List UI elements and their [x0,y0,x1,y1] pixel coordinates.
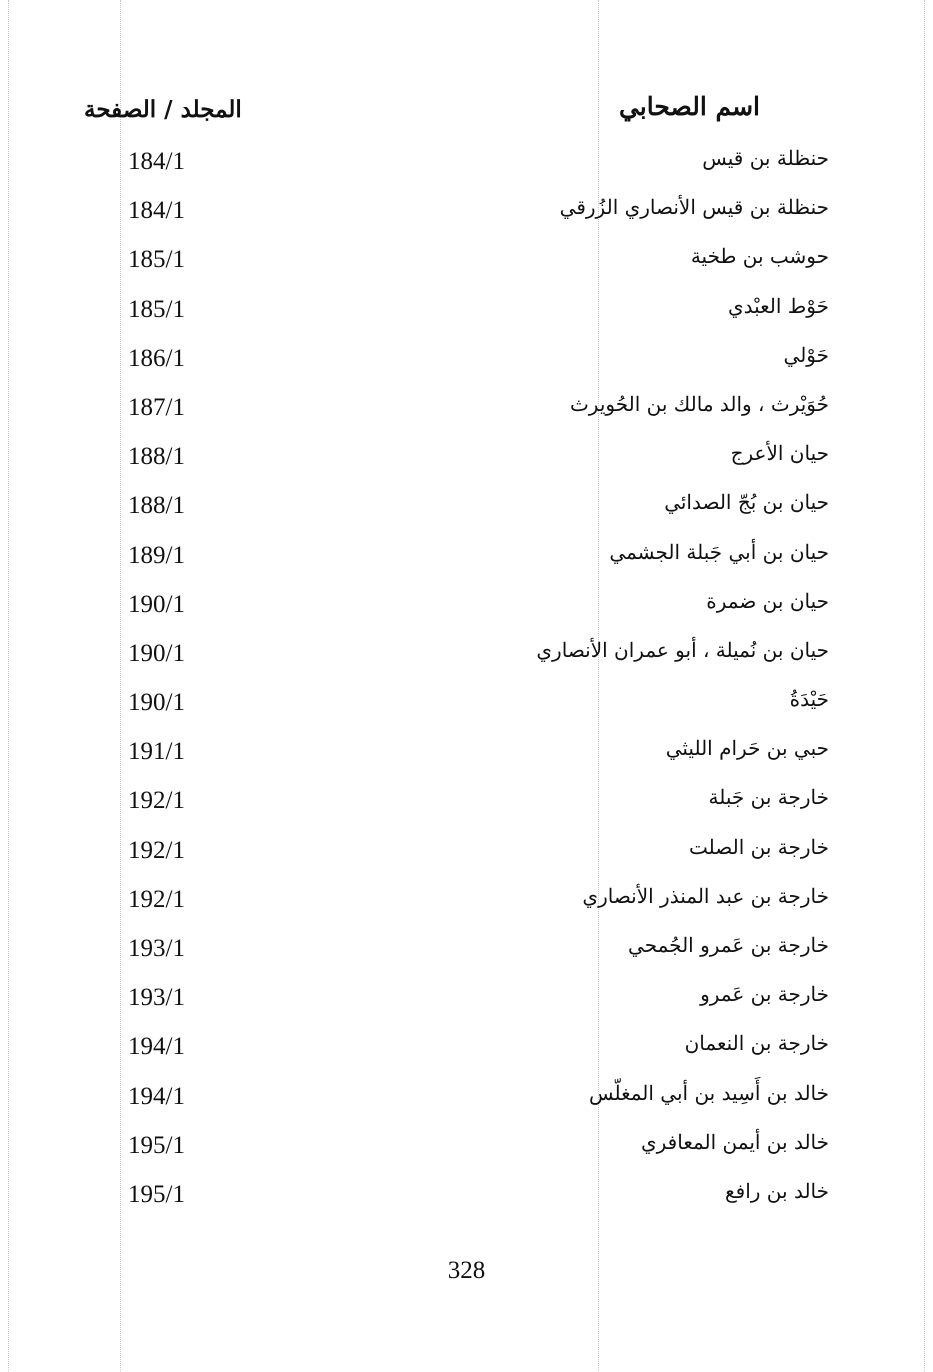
index-entry-row [0,437,933,486]
volume-page-reference: 187/1 [128,393,185,421]
index-entry-row [0,585,933,634]
volume-page-reference: 190/1 [128,689,185,717]
index-entry-row [0,929,933,978]
companion-name: حنظلة بن قيس الأنصاري الزُرقي [559,195,829,220]
index-entry-row [0,1027,933,1076]
index-entry-row [0,781,933,830]
index-entry-row [0,1175,933,1224]
page-number: 328 [447,1257,486,1284]
volume-page-reference: 184/1 [128,148,185,175]
companion-name: خالد بن أيمن المعافري [640,1129,829,1154]
companion-name: حُوَيْرث ، والد مالك بن الحُويرث [569,391,829,416]
companion-name: حَوْط العبْدي [727,293,829,318]
volume-page-reference: 192/1 [128,885,185,913]
volume-page-reference: 192/1 [128,836,185,864]
index-entry-row [0,1126,933,1175]
volume-page-reference: 184/1 [128,197,185,225]
companion-name: حنظلة بن قيس [702,146,829,170]
volume-page-reference: 194/1 [128,1082,185,1110]
volume-page-reference: 193/1 [128,984,185,1012]
companion-name: حيان بن ضمرة [706,588,829,613]
index-entry-row [0,634,933,683]
companion-name: خارجة بن النعمان [684,1031,829,1056]
companion-name: خارجة بن جَبلة [708,785,829,810]
volume-page-reference: 192/1 [128,787,185,815]
index-entry-row [0,339,933,388]
companion-name: حيان بن نُميلة ، أبو عمران الأنصاري [536,637,829,662]
companion-name: خارجة بن عَمرو [700,982,829,1007]
index-entry-row [0,191,933,240]
companion-name: حوشب بن طخية [690,244,829,269]
index-entry-row [0,831,933,880]
index-entry-row [0,880,933,929]
companion-name: حبي بن حَرام الليثي [665,736,829,761]
volume-page-column-header: المجلد / الصفحة [84,96,242,123]
companion-name: خالد بن رافع [725,1178,829,1203]
volume-page-reference: 189/1 [128,541,185,569]
volume-page-reference: 188/1 [128,443,185,471]
index-entry-row [0,486,933,535]
companion-name: خالد بن أَسِيد بن أبي المغلّس [588,1080,829,1105]
index-entry-row [0,142,933,191]
volume-page-reference: 185/1 [128,295,185,323]
index-entry-row [0,978,933,1027]
volume-page-reference: 185/1 [128,246,185,274]
volume-page-reference: 188/1 [128,492,185,520]
companion-name: خارجة بن عبد المنذر الأنصاري [582,883,829,908]
companion-name: خارجة بن عَمرو الجُمحي [628,933,829,957]
volume-page-reference: 186/1 [128,344,185,372]
index-entry-row [0,732,933,781]
table-header [60,92,840,136]
companion-name: حَوْلي [783,342,829,367]
volume-page-reference: 194/1 [128,1033,185,1061]
index-entry-row [0,1077,933,1126]
companion-name: حَيْدَةُ [789,687,829,712]
index-entry-row [0,240,933,289]
companion-name: حيان بن بُجّ الصدائي [664,490,829,515]
volume-page-reference: 195/1 [128,1131,185,1159]
companion-name: حيان الأعرج [730,441,829,466]
index-entry-row [0,388,933,437]
companion-name: حيان بن أبي جَبلة الجشمي [609,539,829,564]
index-entry-row [0,290,933,339]
index-entries-list [0,142,933,1224]
companion-name: خارجة بن الصلت [689,834,829,859]
volume-page-reference: 193/1 [128,935,185,962]
volume-page-reference: 190/1 [128,639,185,667]
volume-page-reference: 190/1 [128,590,185,618]
companion-name-column-header: اسم الصحابي [618,92,760,121]
index-entry-row [0,683,933,732]
volume-page-reference: 191/1 [128,738,185,766]
index-entry-row [0,536,933,585]
volume-page-reference: 195/1 [128,1180,185,1208]
